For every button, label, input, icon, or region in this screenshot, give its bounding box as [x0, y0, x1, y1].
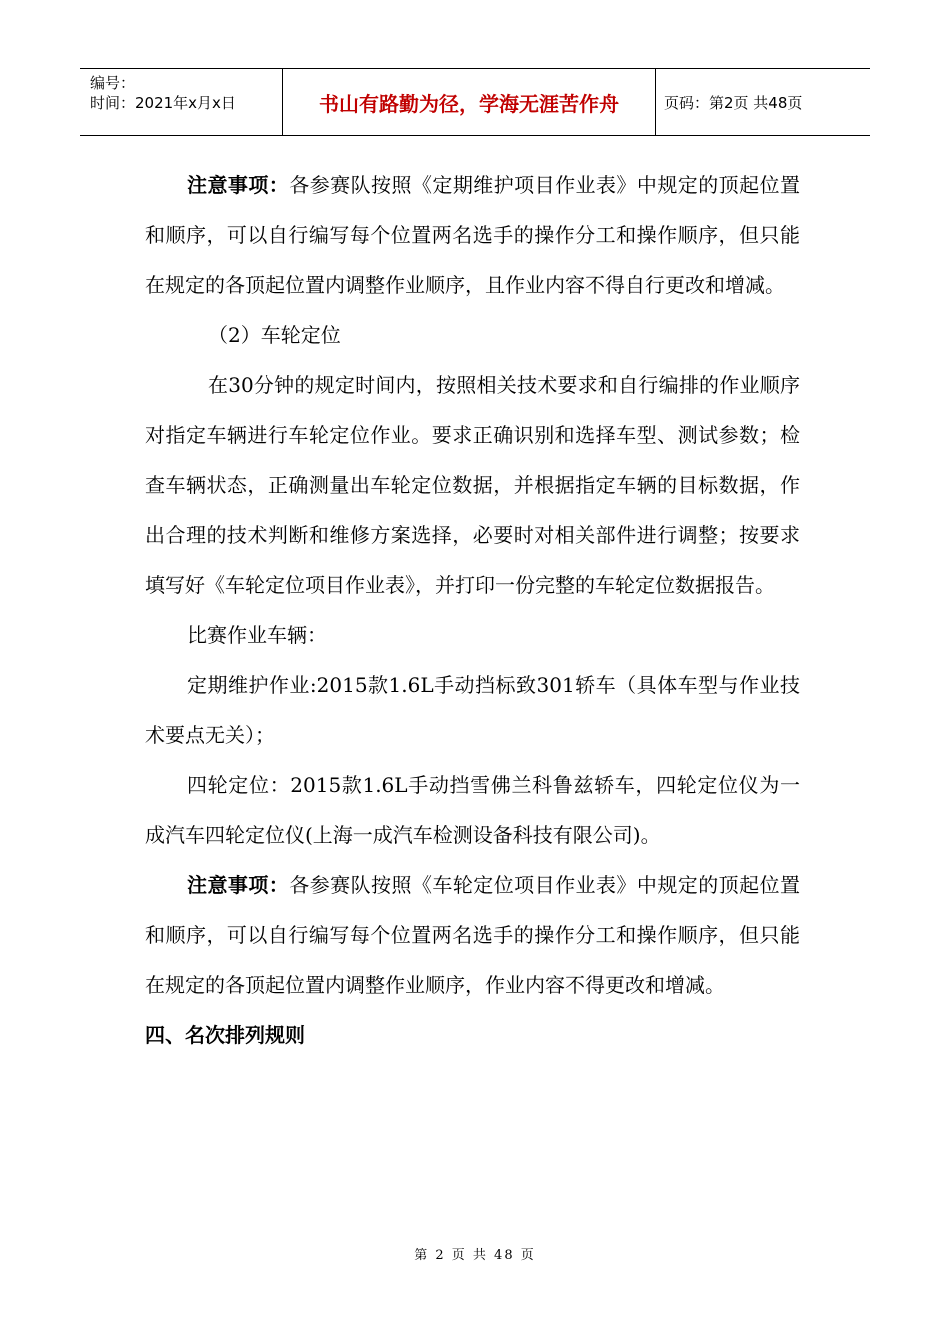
page-header	[80, 68, 870, 136]
header-number-label: 编号：	[90, 74, 136, 92]
notice-text: 各参赛队按照《定期维护项目作业表》中规定的顶起位置和顺序，可以自行编写每个位置两名选手的操作分工和操作顺序，但只能在规定的各顶起位置内调整作业顺序，且作业内容不得自行更改和增减。	[145, 173, 801, 297]
header-meta	[80, 69, 283, 135]
page-footer: 第 2 页 共 48 页	[414, 1248, 536, 1263]
wheel-alignment-paragraph: 在30分钟的规定时间内，按照相关技术要求和自行编排的作业顺序对指定车辆进行车轮定位作业。要求正确识别和选择车型、测试参数；检查车辆状态，正确测量出车轮定位数据，并根据指定车辆的目标数据，作出合理的技术判断和维修方案选择，必要时对相关部件进行调整；按要求填写好《车轮定位项目作业表》，并打印一份完整的车轮定位数据报告。	[145, 373, 800, 597]
maintenance-vehicle-paragraph: 定期维护作业:2015款1.6L手动挡标致301轿车（具体车型与作业技术要点无关）；	[145, 673, 800, 747]
notice-label: 注意事项：	[187, 873, 290, 897]
subsection-title: （2）车轮定位	[208, 323, 341, 347]
alignment-vehicle-paragraph: 四轮定位：2015款1.6L手动挡雪佛兰科鲁兹轿车，四轮定位仪为一成汽车四轮定位仪(上海一成汽车检测设备科技有限公司)。	[145, 773, 800, 847]
notice-label: 注意事项：	[187, 173, 290, 197]
notice-text: 各参赛队按照《车轮定位项目作业表》中规定的顶起位置和顺序，可以自行编写每个位置两名选手的操作分工和操作顺序，但只能在规定的各顶起位置内调整作业顺序，作业内容不得更改和增减。	[145, 873, 801, 997]
notice-paragraph-1	[145, 160, 800, 310]
header-time-label: 时间：2021年x月x日	[90, 94, 236, 112]
notice-paragraph-2	[145, 860, 800, 1010]
vehicles-label: 比赛作业车辆：	[187, 623, 327, 647]
header-motto: 书山有路勤为径，学海无涯苦作舟	[283, 69, 656, 135]
header-page-info: 页码：第2页 共48页	[664, 93, 803, 112]
section-heading: 四、名次排列规则	[145, 1023, 305, 1047]
document-body	[145, 160, 800, 1060]
